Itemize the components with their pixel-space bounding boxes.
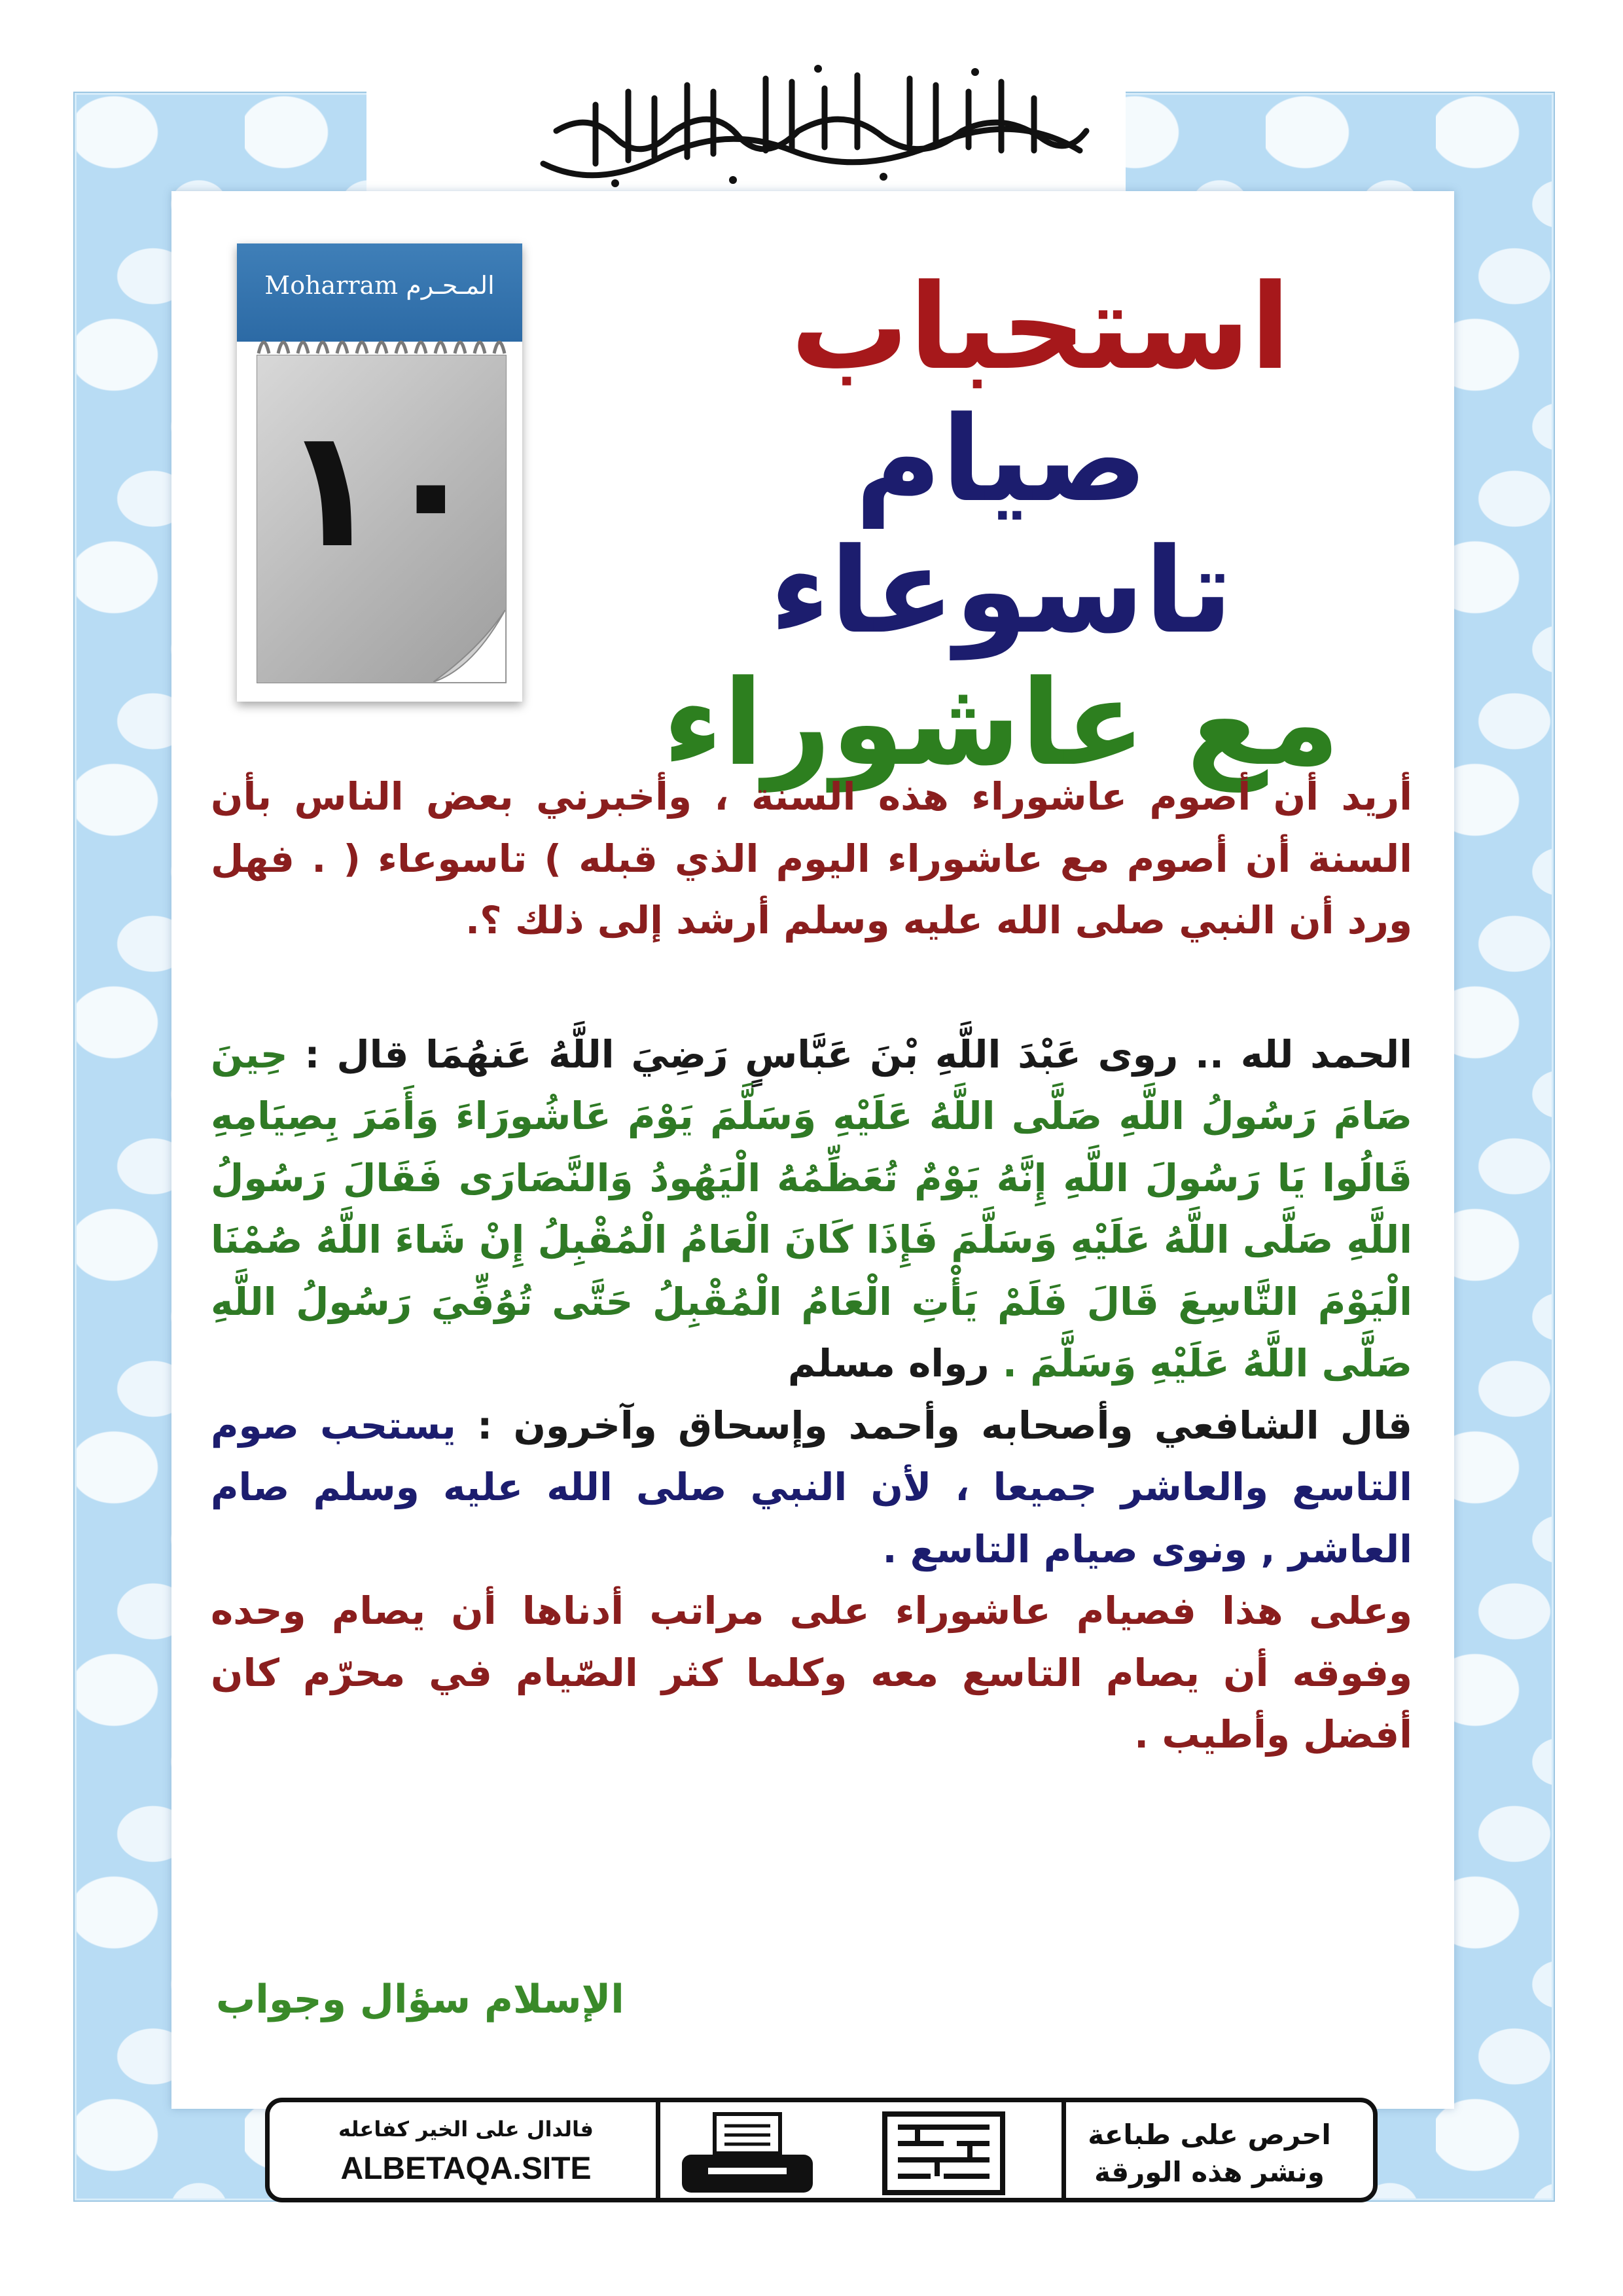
page-curl: [433, 610, 505, 682]
footer-divider: [1061, 2102, 1066, 2198]
footer-slogan: فالدال على الخير كفاعله: [338, 2117, 594, 2142]
article-body: [211, 766, 1412, 1766]
scholars-paragraph: [211, 1395, 1412, 1581]
title-line-2: صيام تاسوعاء: [770, 391, 1233, 660]
source-attribution: الإسلام سؤال وجواب: [216, 1977, 624, 2022]
scholars-ruling: يستحب صوم التاسع والعاشر جميعا ، لأن النبي صلى الله عليه وسلم صام العاشر , ونوى صيام التاسع .: [211, 1403, 1412, 1571]
page-title: [609, 259, 1394, 792]
answer-paragraph: [211, 1024, 1412, 1395]
hadith-text: حِينَ صَامَ رَسُولُ اللَّهِ صَلَّى اللَّهُ عَلَيْهِ وَسَلَّمَ يَوْمَ عَاشُورَاءَ وَأَمَرَ بِصِيَامِهِ قَالُوا يَا رَسُولَ اللَّهِ إِنَّهُ يَوْمٌ تُعَظِّمُهُ الْيَهُودُ وَالنَّصَارَى فَقَالَ رَسُولُ اللَّهِ صَلَّى اللَّهُ عَلَيْهِ وَسَلَّمَ فَإِذَا كَانَ الْعَامُ الْمُقْبِلُ إِنْ شَاءَ اللَّهُ صُمْنَا الْيَوْمَ التَّاسِعَ قَالَ فَلَمْ يَأْتِ الْعَامُ الْمُقْبِلُ حَتَّى تُوُفِّيَ رَسُولُ اللَّهِ صَلَّى اللَّهُ عَلَيْهِ وَسَلَّمَ .: [211, 1031, 1412, 1386]
title-line-1: استحباب: [791, 259, 1291, 396]
question-paragraph: أريد أن أصوم عاشوراء هذه السنة ، وأخبرني بعض الناس بأن السنة أن أصوم مع عاشوراء اليوم الذي قبله ) تاسوعاء ( . فهل ورد أن النبي صلى الله عليه وسلم أرشد إلى ذلك ؟.: [211, 774, 1412, 943]
calendar-month-label: Moharram المـحـرم: [264, 271, 495, 300]
basmala-calligraphy: [517, 52, 1106, 203]
scholars-intro: قال الشافعي وأصحابه وأحمد وإسحاق وآخرون :: [477, 1403, 1412, 1448]
hadith-source: رواه مسلم: [787, 1341, 990, 1386]
answer-intro: الحمد لله .. روى عَبْدَ اللَّهِ بْنَ عَبَّاسٍ رَضِيَ اللَّهُ عَنهُمَا قال :: [304, 1031, 1412, 1077]
footer-divider: [656, 2102, 660, 2198]
footer-right: [1072, 2117, 1347, 2191]
printer-icon: [669, 2108, 826, 2199]
dawa-logo: [846, 2108, 1042, 2199]
footer-print-line2: ونشر هذه الورقة: [1094, 2155, 1325, 2188]
footer-bar: [265, 2098, 1378, 2202]
calendar-graphic: [237, 243, 522, 702]
title-line-3: مع عاشوراء: [662, 655, 1340, 792]
footer-left: [296, 2117, 636, 2187]
conclusion-paragraph: وعلى هذا فصيام عاشوراء على مراتب أدناها أن يصام وحده وفوقه أن يصام التاسع معه وكلما كثر الصّيام في محرّم كان أفضل وأطيب .: [211, 1588, 1412, 1757]
site-link[interactable]: ALBETAQA.SITE: [340, 2151, 592, 2186]
footer-print-line1: احرص على طباعة: [1088, 2119, 1331, 2151]
calendar-day-number: ١٠: [281, 393, 481, 584]
